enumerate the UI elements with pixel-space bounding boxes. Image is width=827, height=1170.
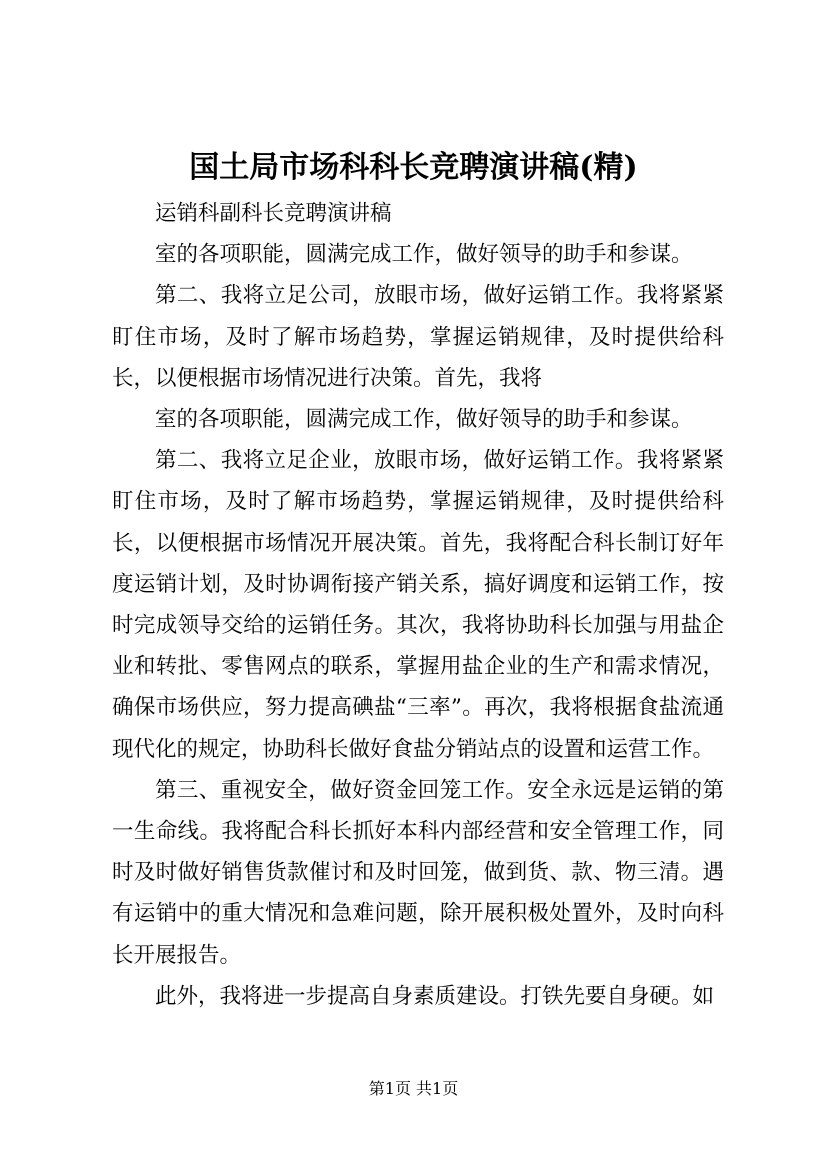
paragraph: 室的各项职能，圆满完成工作，做好领导的助手和参谋。 — [155, 242, 693, 268]
page-footer: 第1页 共1页 — [368, 1079, 459, 1098]
paragraph: 第二、我将立足公司，放眼市场，做好运销工作。我将紧紧盯住市场，及时了解市场趋势，掌握运销规律，及时提供给科长，以便根据市场情况进行决策。首先，我将 — [112, 283, 724, 391]
document-body — [112, 193, 724, 1017]
paragraph: 室的各项职能，圆满完成工作，做好领导的助手和参谋。 — [155, 407, 693, 433]
paragraph: 运销科副科长竞聘演讲稿 — [155, 201, 392, 226]
paragraph: 此外，我将进一步提高自身素质建设。打铁先要自身硬。如 — [155, 983, 715, 1009]
document-title: 国土局市场科科长竞聘演讲稿(精) — [189, 150, 638, 185]
paragraph: 第三、重视安全，做好资金回笼工作。安全永远是运销的第一生命线。我将配合科长抓好本科内部经营和安全管理工作，同时及时做好销售货款催讨和及时回笼，做到货、款、物三清。遇有运销中的重大情况和急难问题，除开展积极处置外，及时向科长开展报告。 — [112, 777, 724, 968]
paragraph: 第二、我将立足企业，放眼市场，做好运销工作。我将紧紧盯住市场，及时了解市场趋势，掌握运销规律，及时提供给科长，以便根据市场情况开展决策。首先，我将配合科长制订好年度运销计划，及时协调衔接产销关系，搞好调度和运销工作，按时完成领导交给的运销任务。其次，我将协助科长加强与用盐企业和转批、零售网点的联系，掌握用盐企业的生产和需求情况，确保市场供应，努力提高碘盐“三率”。再次，我将根据食盐流通现代化的规定，协助科长做好食盐分销站点的设置和运营工作。 — [112, 448, 724, 762]
